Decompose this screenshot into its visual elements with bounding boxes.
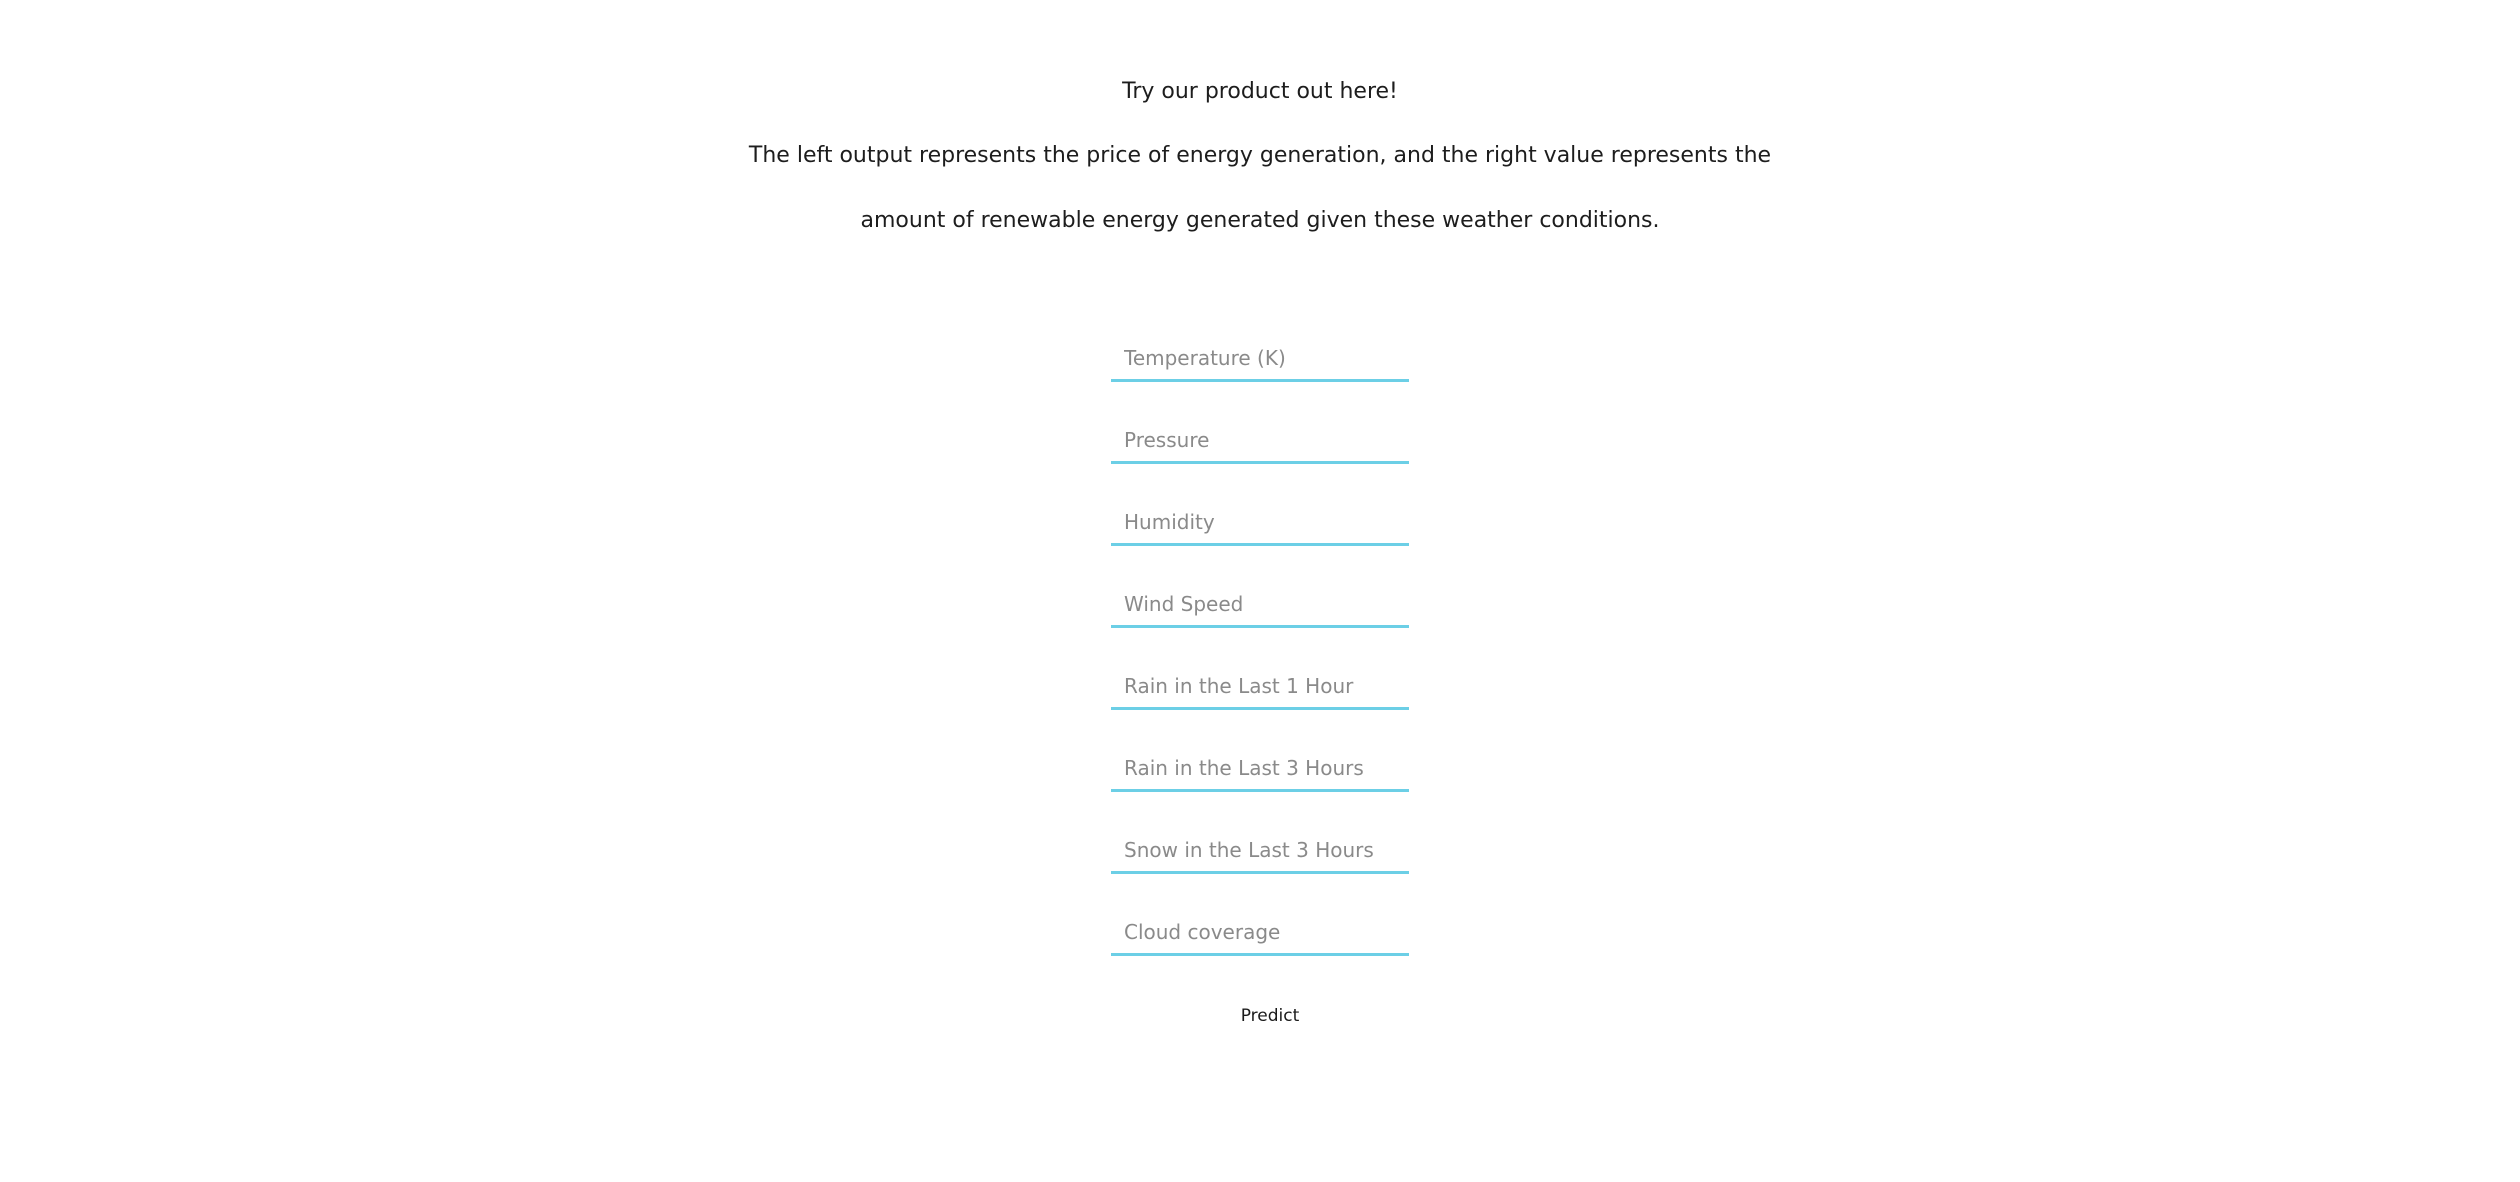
cloud-coverage-input[interactable] [1111,899,1409,953]
humidity-field-wrapper [1111,489,1409,546]
intro-heading: Try our product out here! [1122,79,1398,104]
rain-3h-input[interactable] [1111,735,1409,789]
wind-speed-field-wrapper [1111,571,1409,628]
rain-1h-field-wrapper [1111,653,1409,710]
humidity-input[interactable] [1111,489,1409,543]
temperature-input[interactable] [1111,325,1409,379]
temperature-field-wrapper [1111,325,1409,382]
intro-description-line-1: The left output represents the price of energy generation, and the right value represents the [748,143,1772,168]
cloud-coverage-field-wrapper [1111,899,1409,956]
rain-3h-field-wrapper [1111,735,1409,792]
predict-button[interactable]: Predict [1240,1003,1300,1029]
rain-1h-input[interactable] [1111,653,1409,707]
intro-description-line-2: amount of renewable energy generated given these weather conditions. [860,208,1660,233]
pressure-field-wrapper [1111,407,1409,464]
pressure-input[interactable] [1111,407,1409,461]
snow-3h-field-wrapper [1111,817,1409,874]
snow-3h-input[interactable] [1111,817,1409,871]
weather-input-form [1111,325,1409,981]
wind-speed-input[interactable] [1111,571,1409,625]
